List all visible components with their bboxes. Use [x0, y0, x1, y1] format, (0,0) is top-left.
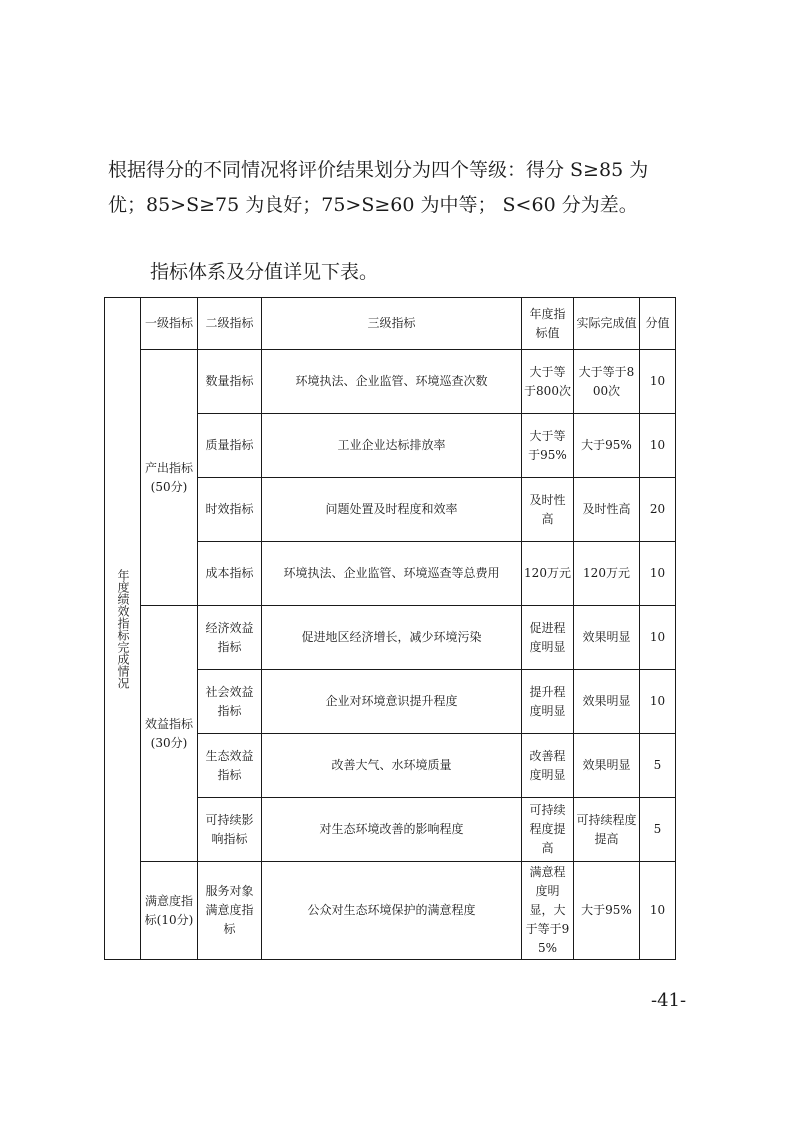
- side-label-cell: [105, 298, 141, 960]
- actual-value-cell: 及时性高: [574, 478, 640, 542]
- actual-value-cell: 大于95%: [574, 414, 640, 478]
- score-cell: 10: [640, 414, 676, 478]
- actual-value-cell: 120万元: [574, 542, 640, 606]
- side-label-text: 年度绩效指标完成情况: [116, 568, 130, 689]
- annual-target-cell: 提升程度明显: [522, 670, 574, 734]
- group-label-satisfaction: 满意度指标(10分): [141, 862, 198, 960]
- table-header-row: [105, 298, 676, 350]
- level3-cell: 对生态环境改善的影响程度: [262, 798, 522, 862]
- level3-cell: 促进地区经济增长，减少环境污染: [262, 606, 522, 670]
- table-row: [105, 862, 676, 960]
- header-level1: 一级指标: [141, 298, 198, 350]
- annual-target-cell: 改善程度明显: [522, 734, 574, 798]
- actual-value-cell: 大于95%: [574, 862, 640, 960]
- level3-cell: 公众对生态环境保护的满意程度: [262, 862, 522, 960]
- annual-target-cell: 促进程度明显: [522, 606, 574, 670]
- level3-cell: 改善大气、水环境质量: [262, 734, 522, 798]
- level2-cell: 社会效益指标: [198, 670, 262, 734]
- header-level3: 三级指标: [262, 298, 522, 350]
- level2-cell: 数量指标: [198, 350, 262, 414]
- annual-target-cell: 大于等于95%: [522, 414, 574, 478]
- annual-target-cell: 满意程度明显，大于等于95%: [522, 862, 574, 960]
- group-label-output: 产出指标(50分): [141, 350, 198, 606]
- actual-value-cell: 可持续程度提高: [574, 798, 640, 862]
- level2-cell: 生态效益指标: [198, 734, 262, 798]
- header-score: 分值: [640, 298, 676, 350]
- level3-cell: 问题处置及时程度和效率: [262, 478, 522, 542]
- table-row: [105, 606, 676, 670]
- header-annual: 年度指标值: [522, 298, 574, 350]
- group-label-benefit: 效益指标(30分): [141, 606, 198, 862]
- score-cell: 10: [640, 350, 676, 414]
- level2-cell: 成本指标: [198, 542, 262, 606]
- level2-cell: 可持续影响指标: [198, 798, 262, 862]
- actual-value-cell: 效果明显: [574, 606, 640, 670]
- table-row: [105, 350, 676, 414]
- score-cell: 10: [640, 606, 676, 670]
- score-cell: 10: [640, 862, 676, 960]
- level3-cell: 环境执法、企业监管、环境巡查等总费用: [262, 542, 522, 606]
- level2-cell: 质量指标: [198, 414, 262, 478]
- level3-cell: 环境执法、企业监管、环境巡查次数: [262, 350, 522, 414]
- level3-cell: 企业对环境意识提升程度: [262, 670, 522, 734]
- body-paragraph-line-2: 优；85>S≥75 为良好；75>S≥60 为中等； S<60 分为差。: [108, 194, 638, 216]
- score-cell: 10: [640, 542, 676, 606]
- page-number: -41-: [651, 990, 687, 1011]
- score-cell: 5: [640, 798, 676, 862]
- annual-target-cell: 120万元: [522, 542, 574, 606]
- actual-value-cell: 效果明显: [574, 670, 640, 734]
- annual-target-cell: 可持续程度提高: [522, 798, 574, 862]
- annual-target-cell: 大于等于800次: [522, 350, 574, 414]
- actual-value-cell: 大于等于800次: [574, 350, 640, 414]
- table-intro-text: 指标体系及分值详见下表。: [150, 261, 379, 283]
- level2-cell: 经济效益指标: [198, 606, 262, 670]
- score-cell: 20: [640, 478, 676, 542]
- level2-cell: 时效指标: [198, 478, 262, 542]
- level3-cell: 工业企业达标排放率: [262, 414, 522, 478]
- annual-target-cell: 及时性高: [522, 478, 574, 542]
- body-paragraph-line-1: 根据得分的不同情况将评价结果划分为四个等级：得分 S≥85 为: [108, 159, 649, 181]
- actual-value-cell: 效果明显: [574, 734, 640, 798]
- score-cell: 5: [640, 734, 676, 798]
- header-actual: 实际完成值: [574, 298, 640, 350]
- performance-indicator-table: [104, 297, 676, 960]
- score-cell: 10: [640, 670, 676, 734]
- header-level2: 二级指标: [198, 298, 262, 350]
- level2-cell: 服务对象满意度指标: [198, 862, 262, 960]
